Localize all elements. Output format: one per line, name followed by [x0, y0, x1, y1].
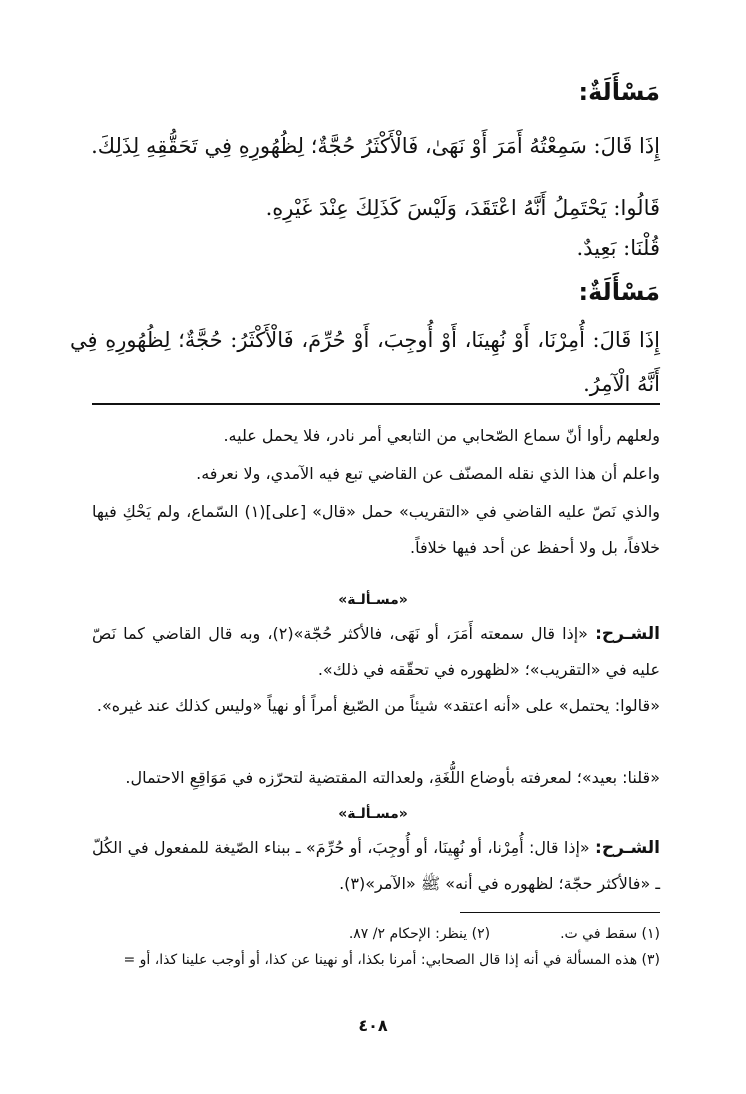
- footnote-2: (٢) ينظر: الإحكام ٢/ ٨٧.: [348, 926, 491, 942]
- footnote-1: (١) سقط في ت.: [560, 926, 660, 942]
- matn-section1-heading: مَسْأَلَةٌ:: [578, 78, 660, 106]
- sharh-para4: [92, 616, 660, 688]
- sharh-para5: «قالوا: يحتمل» على «أنه اعتقد» شيئاً من الصّيغ أمراً أو نهياً «وليس كذلك عند غيره».: [96, 696, 660, 715]
- matn-section1-para2: قَالُوا: يَحْتَمِلُ أَنَّهُ اعْتَقَدَ، وَلَيْسَ كَذَلِكَ عِنْدَ غَيْرِهِ.: [265, 196, 660, 220]
- sharh-term-label: الشـرح:: [595, 624, 661, 644]
- matn-section1-para1: إِذَا قَالَ: سَمِعْتُهُ أَمَرَ أَوْ نَهَىٰ، فَالْأَكْثَرُ حُجَّةٌ؛ لِظُهُورِهِ فِي تَحَقُّقِهِ لِذَلِكَ.: [91, 134, 660, 158]
- sharh-para7: [92, 830, 660, 902]
- footnote-rule: [460, 912, 660, 913]
- sharh-term-label: الشـرح:: [595, 838, 660, 858]
- matn-section2-heading: مَسْأَلَةٌ:: [578, 278, 660, 306]
- matn-section1-para3: قُلْنَا: بَعِيدٌ.: [576, 236, 660, 260]
- footnote-3: (٣) هذه المسألة في أنه إذا قال الصحابي: أمرنا بكذا، أو نهينا عن كذا، أو أوجب علينا كذا، أو =: [123, 952, 660, 968]
- matn-sharh-divider: [92, 403, 660, 405]
- sharh-para2: واعلم أن هذا الذي نقله المصنّف عن القاضي تبع فيه الآمدي، ولا نعرفه.: [196, 464, 660, 483]
- sharh-para7-text: «إذا قال: أُمِرْنا، أو نُهِينَا، أو أُوجِبَ، أو حُرِّمَ» ـ ببناء الصّيغة للمفعول في الكُلّ ـ «فالأكثر حجّة؛ لظهوره في أنه» ﷺ «الآمر»(٣).: [92, 838, 660, 893]
- page-number: ٤٠٨: [358, 1016, 388, 1035]
- sharh-section1-title: «مسـألـة»: [338, 592, 408, 608]
- footnote-line-1: [80, 922, 660, 946]
- sharh-para4-text: «إذا قال سمعته أَمَرَ، أو نَهَى، فالأكثر حُجّة»(٢)، وبه قال القاضي كما نَصّ عليه في «التقريب»؛ «لظهوره في تحقّقه في ذلك».: [92, 624, 660, 679]
- matn-section2-para1: إِذَا قَالَ: أُمِرْنَا، أَوْ نُهِينَا، أَوْ أُوجِبَ، أَوْ حُرِّمَ، فَالْأَكْثَرُ: حُجَّةٌ؛ لِظُهُورِهِ فِي أَنَّهُ الْآمِرُ.: [70, 328, 660, 396]
- sharh-para6: «قلنا: بعيد»؛ لمعرفته بأوضاع اللُّغَةِ، ولعدالته المقتضية لتحرّزه في مَوَاقِعِ الاحتمال.: [125, 768, 660, 787]
- sharh-section2-title: «مسـألـة»: [338, 806, 408, 822]
- sharh-para3: والذي نَصّ عليه القاضي في «التقريب» حمل «قال» [على](١) السّماع، ولم يَحْكِ فيها خلافاً، بل ولا أحفظ عن أحد فيها خلافاً.: [92, 502, 660, 557]
- sharh-para1: ولعلهم رأوا أنّ سماع الصّحابي من التابعي أمر نادر، فلا يحمل عليه.: [223, 426, 660, 445]
